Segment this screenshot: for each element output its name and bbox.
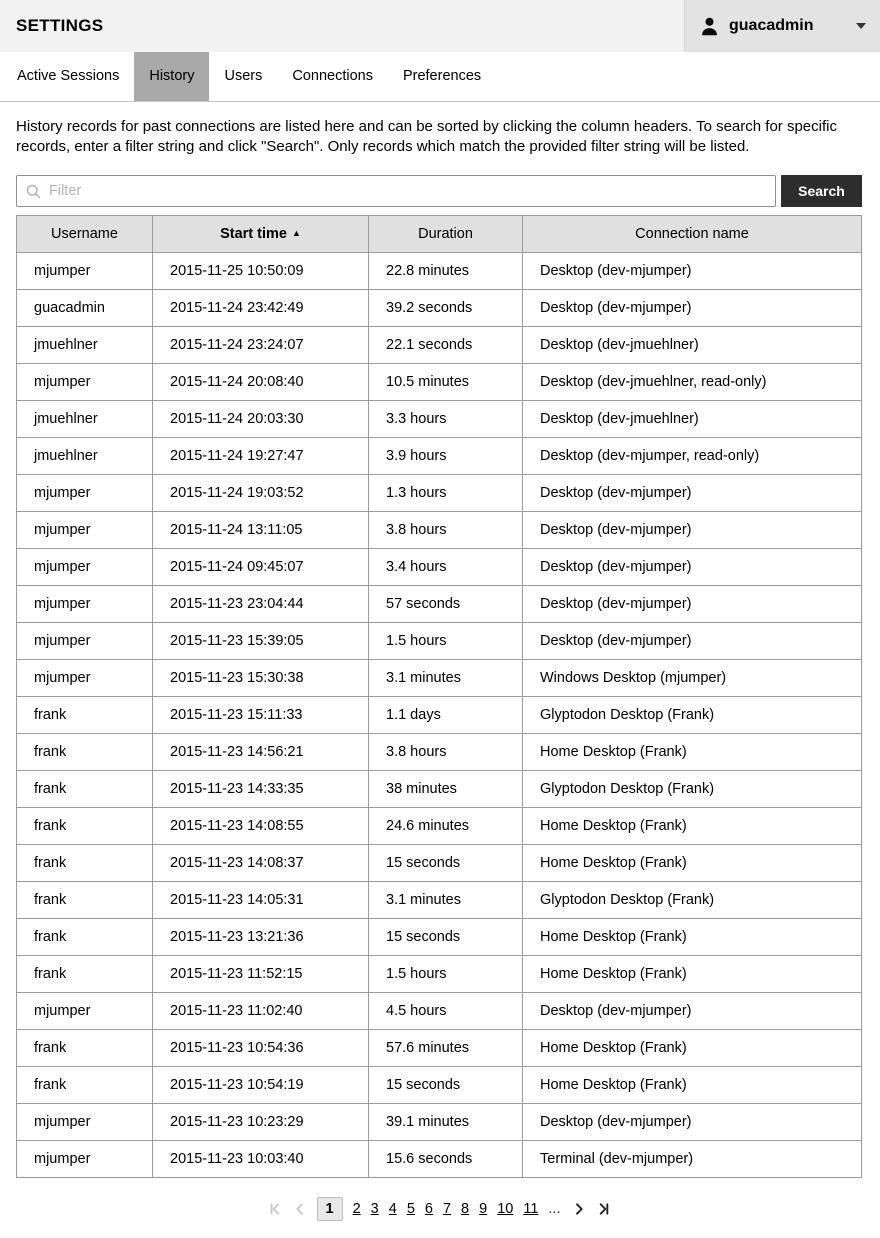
cell-username: jmuehlner (17, 327, 153, 364)
column-header-start-time[interactable] (153, 216, 369, 253)
cell-start-time: 2015-11-23 23:04:44 (153, 586, 369, 623)
cell-connection-name: Terminal (dev-mjumper) (523, 1141, 862, 1178)
cell-start-time: 2015-11-23 10:03:40 (153, 1141, 369, 1178)
cell-connection-name: Glyptodon Desktop (Frank) (523, 697, 862, 734)
filter-box (16, 175, 776, 207)
cell-connection-name: Desktop (dev-jmuehlner) (523, 327, 862, 364)
cell-duration: 38 minutes (369, 771, 523, 808)
cell-start-time: 2015-11-24 20:03:30 (153, 401, 369, 438)
cell-duration: 39.2 seconds (369, 290, 523, 327)
table-row (17, 660, 862, 697)
cell-connection-name: Home Desktop (Frank) (523, 845, 862, 882)
table-row (17, 290, 862, 327)
cell-start-time: 2015-11-24 13:11:05 (153, 512, 369, 549)
cell-duration: 3.1 minutes (369, 882, 523, 919)
table-row (17, 549, 862, 586)
history-table-body (17, 253, 862, 1178)
cell-duration: 22.1 seconds (369, 327, 523, 364)
column-label: Start time (220, 226, 287, 242)
column-header-username[interactable] (17, 216, 153, 253)
cell-connection-name: Home Desktop (Frank) (523, 808, 862, 845)
cell-connection-name: Desktop (dev-mjumper, read-only) (523, 438, 862, 475)
page-link-9[interactable]: 9 (479, 1201, 488, 1217)
table-row (17, 623, 862, 660)
prev-page-button[interactable] (292, 1201, 308, 1217)
table-row (17, 993, 862, 1030)
cell-username: frank (17, 808, 153, 845)
cell-start-time: 2015-11-23 14:08:37 (153, 845, 369, 882)
cell-duration: 3.8 hours (369, 512, 523, 549)
table-row (17, 845, 862, 882)
cell-start-time: 2015-11-24 19:27:47 (153, 438, 369, 475)
cell-connection-name: Desktop (dev-mjumper) (523, 586, 862, 623)
filter-row (16, 175, 862, 207)
cell-connection-name: Home Desktop (Frank) (523, 919, 862, 956)
table-row (17, 882, 862, 919)
history-table (16, 215, 862, 1178)
cell-start-time: 2015-11-24 23:24:07 (153, 327, 369, 364)
cell-start-time: 2015-11-23 15:11:33 (153, 697, 369, 734)
table-header-row (17, 216, 862, 253)
cell-duration: 39.1 minutes (369, 1104, 523, 1141)
table-row (17, 401, 862, 438)
cell-username: frank (17, 919, 153, 956)
page-link-1[interactable]: 1 (317, 1197, 343, 1221)
tab-connections[interactable]: Connections (292, 68, 373, 84)
cell-connection-name: Desktop (dev-mjumper) (523, 623, 862, 660)
cell-duration: 1.3 hours (369, 475, 523, 512)
cell-duration: 1.1 days (369, 697, 523, 734)
cell-start-time: 2015-11-23 14:05:31 (153, 882, 369, 919)
cell-start-time: 2015-11-23 13:21:36 (153, 919, 369, 956)
table-row (17, 512, 862, 549)
table-row (17, 734, 862, 771)
cell-username: mjumper (17, 586, 153, 623)
pagination (16, 1197, 862, 1221)
last-page-button[interactable] (596, 1201, 612, 1217)
chevron-down-icon (856, 23, 866, 29)
cell-start-time: 2015-11-24 09:45:07 (153, 549, 369, 586)
table-row (17, 364, 862, 401)
page-link-8[interactable]: 8 (461, 1201, 470, 1217)
main-content (0, 117, 880, 1221)
cell-username: mjumper (17, 993, 153, 1030)
first-page-button[interactable] (267, 1201, 283, 1217)
cell-username: frank (17, 697, 153, 734)
page-link-10[interactable]: 10 (497, 1201, 514, 1217)
cell-duration: 57.6 minutes (369, 1030, 523, 1067)
cell-connection-name: Desktop (dev-mjumper) (523, 290, 862, 327)
column-header-duration[interactable] (369, 216, 523, 253)
cell-start-time: 2015-11-23 11:02:40 (153, 993, 369, 1030)
cell-duration: 10.5 minutes (369, 364, 523, 401)
table-row (17, 438, 862, 475)
cell-duration: 57 seconds (369, 586, 523, 623)
cell-username: mjumper (17, 475, 153, 512)
cell-username: jmuehlner (17, 401, 153, 438)
cell-connection-name: Desktop (dev-mjumper) (523, 1104, 862, 1141)
cell-start-time: 2015-11-24 23:42:49 (153, 290, 369, 327)
page-link-6[interactable]: 6 (424, 1201, 433, 1217)
table-row (17, 808, 862, 845)
page-link-2[interactable]: 2 (352, 1201, 361, 1217)
cell-start-time: 2015-11-23 14:56:21 (153, 734, 369, 771)
user-menu-button[interactable] (684, 0, 880, 52)
cell-duration: 1.5 hours (369, 956, 523, 993)
search-button[interactable]: Search (781, 175, 862, 207)
cell-connection-name: Home Desktop (Frank) (523, 734, 862, 771)
table-row (17, 327, 862, 364)
filter-input[interactable] (42, 183, 775, 199)
tab-bar (0, 52, 880, 102)
cell-start-time: 2015-11-25 10:50:09 (153, 253, 369, 290)
cell-username: frank (17, 845, 153, 882)
search-icon (25, 183, 42, 200)
page-link-3[interactable]: 3 (370, 1201, 379, 1217)
column-header-connection-name[interactable] (523, 216, 862, 253)
cell-duration: 15.6 seconds (369, 1141, 523, 1178)
cell-connection-name: Desktop (dev-mjumper) (523, 512, 862, 549)
cell-duration: 3.1 minutes (369, 660, 523, 697)
table-row (17, 1141, 862, 1178)
tab-active-sessions[interactable]: Active Sessions (17, 68, 120, 84)
tab-history[interactable]: History (134, 52, 209, 101)
table-row (17, 586, 862, 623)
page-ellipsis: ... (548, 1201, 561, 1217)
username-label: guacadmin (729, 17, 814, 34)
cell-duration: 15 seconds (369, 1067, 523, 1104)
cell-duration: 3.9 hours (369, 438, 523, 475)
page-link-4[interactable]: 4 (388, 1201, 397, 1217)
cell-username: frank (17, 1030, 153, 1067)
cell-connection-name: Desktop (dev-mjumper) (523, 475, 862, 512)
cell-username: frank (17, 882, 153, 919)
sort-ascending-icon: ▲ (291, 228, 301, 238)
history-description: History records for past connections are listed here and can be sorted by clicking the column headers. To search for specific records, enter a filter string and click "Search". Only records which match the provided filter string will be listed. (16, 118, 837, 155)
cell-username: mjumper (17, 623, 153, 660)
cell-username: frank (17, 734, 153, 771)
cell-connection-name: Desktop (dev-jmuehlner, read-only) (523, 364, 862, 401)
page-link-7[interactable]: 7 (442, 1201, 452, 1217)
cell-connection-name: Home Desktop (Frank) (523, 1030, 862, 1067)
cell-start-time: 2015-11-23 14:33:35 (153, 771, 369, 808)
table-row (17, 1104, 862, 1141)
cell-connection-name: Glyptodon Desktop (Frank) (523, 771, 862, 808)
cell-start-time: 2015-11-24 20:08:40 (153, 364, 369, 401)
cell-connection-name: Desktop (dev-mjumper) (523, 549, 862, 586)
cell-username: mjumper (17, 512, 153, 549)
app-header (0, 0, 880, 52)
cell-duration: 3.3 hours (369, 401, 523, 438)
cell-username: frank (17, 1067, 153, 1104)
cell-duration: 15 seconds (369, 845, 523, 882)
page-links (317, 1197, 539, 1221)
cell-duration: 1.5 hours (369, 623, 523, 660)
column-label: Username (51, 226, 118, 242)
cell-username: frank (17, 771, 153, 808)
cell-start-time: 2015-11-23 11:52:15 (153, 956, 369, 993)
cell-username: mjumper (17, 364, 153, 401)
cell-duration: 3.8 hours (369, 734, 523, 771)
cell-connection-name: Desktop (dev-mjumper) (523, 993, 862, 1030)
table-row (17, 697, 862, 734)
cell-start-time: 2015-11-23 10:23:29 (153, 1104, 369, 1141)
cell-connection-name: Home Desktop (Frank) (523, 1067, 862, 1104)
tab-preferences[interactable]: Preferences (402, 68, 482, 84)
cell-username: frank (17, 956, 153, 993)
table-row (17, 956, 862, 993)
column-label: Duration (418, 226, 473, 242)
next-page-button[interactable] (571, 1201, 587, 1217)
cell-duration: 4.5 hours (369, 993, 523, 1030)
cell-username: mjumper (17, 1141, 153, 1178)
cell-start-time: 2015-11-24 19:03:52 (153, 475, 369, 512)
page-title: SETTINGS (16, 16, 104, 35)
cell-start-time: 2015-11-23 10:54:19 (153, 1067, 369, 1104)
cell-connection-name: Desktop (dev-jmuehlner) (523, 401, 862, 438)
cell-connection-name: Windows Desktop (mjumper) (523, 660, 862, 697)
table-row (17, 919, 862, 956)
cell-username: guacadmin (17, 290, 153, 327)
table-row (17, 475, 862, 512)
page-link-5[interactable]: 5 (406, 1201, 415, 1217)
cell-connection-name: Desktop (dev-mjumper) (523, 253, 862, 290)
cell-username: jmuehlner (17, 438, 153, 475)
cell-duration: 24.6 minutes (369, 808, 523, 845)
cell-start-time: 2015-11-23 14:08:55 (153, 808, 369, 845)
column-label: Connection name (635, 226, 749, 242)
cell-username: mjumper (17, 1104, 153, 1141)
table-row (17, 771, 862, 808)
cell-username: mjumper (17, 660, 153, 697)
cell-connection-name: Home Desktop (Frank) (523, 956, 862, 993)
user-icon (699, 16, 720, 37)
cell-start-time: 2015-11-23 15:39:05 (153, 623, 369, 660)
table-row (17, 1067, 862, 1104)
cell-duration: 15 seconds (369, 919, 523, 956)
table-row (17, 1030, 862, 1067)
cell-username: mjumper (17, 253, 153, 290)
cell-duration: 3.4 hours (369, 549, 523, 586)
cell-username: mjumper (17, 549, 153, 586)
cell-start-time: 2015-11-23 10:54:36 (153, 1030, 369, 1067)
tab-users[interactable]: Users (224, 68, 263, 84)
table-row (17, 253, 862, 290)
cell-start-time: 2015-11-23 15:30:38 (153, 660, 369, 697)
page-link-11[interactable]: 11 (523, 1201, 539, 1217)
cell-connection-name: Glyptodon Desktop (Frank) (523, 882, 862, 919)
cell-duration: 22.8 minutes (369, 253, 523, 290)
